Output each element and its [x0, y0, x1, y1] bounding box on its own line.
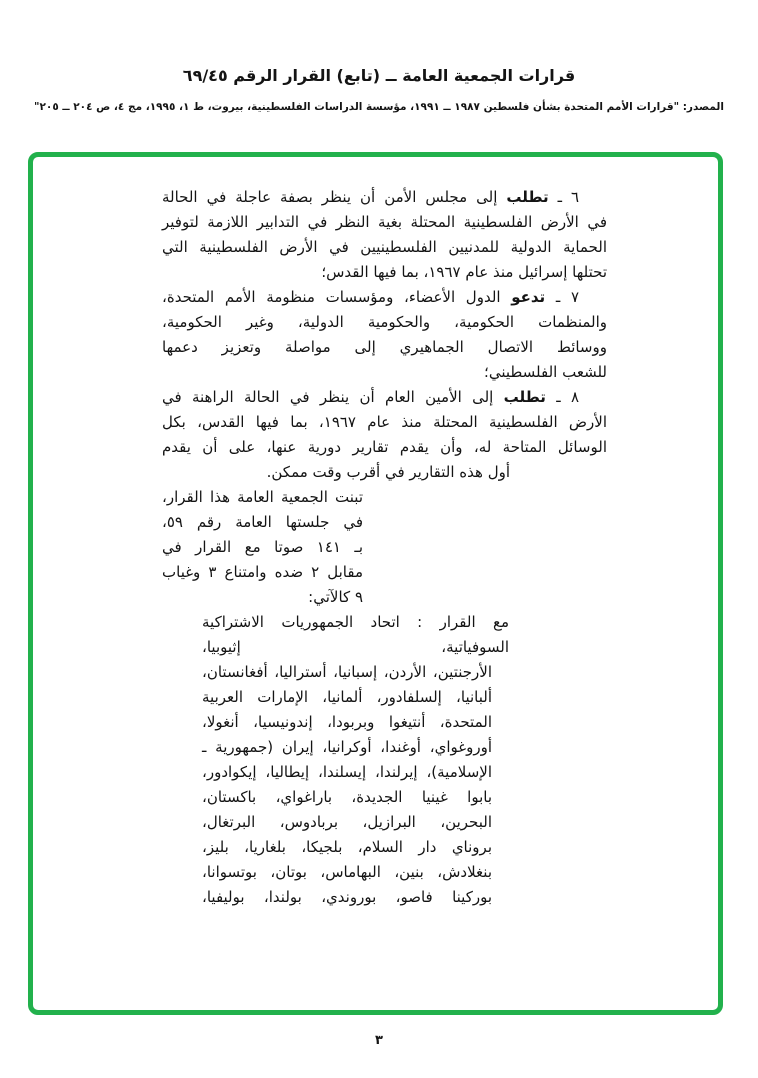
note-line: مقابل ٢ ضده وامتناع ٣ وغياب: [162, 563, 363, 581]
resolution-paragraph: [162, 185, 607, 285]
resolution-text: [162, 185, 607, 910]
paragraph-line: في الأرض الفلسطينية المحتلة بغية النظر في التدابير اللازمة لتوفير: [162, 213, 607, 231]
paragraph-last-line: تحتلها إسرائيل منذ عام ١٩٦٧، بما فيها القدس؛: [321, 263, 607, 281]
page-header-title: قرارات الجمعية العامة ــ (تابع) القرار الرقم ٦٩/٤٥: [182, 66, 576, 85]
operative-paragraphs: [162, 185, 607, 485]
vote-record: [162, 610, 607, 910]
vote-line: بروناي دار السلام، بلجيكا، بلغاريا، بليز،: [202, 838, 492, 856]
paragraph-text: إلى مجلس الأمن أن ينظر بصفة عاجلة في الحالة: [162, 188, 507, 206]
note-line: بـ ١٤١ صوتا مع القرار في: [162, 538, 363, 556]
vote-line: البحرين، البرازيل، بربادوس، البرتغال،: [202, 813, 492, 831]
paragraph-number: ٦ ـ: [548, 188, 579, 206]
operative-verb: تدعو: [511, 288, 546, 306]
paragraph-text: إلى الأمين العام أن ينظر في الحالة الراهنة في: [162, 388, 504, 406]
paragraph-line: الوسائل المتاحة له، وأن يقدم تقارير دورية عنها، على أن يقدم: [162, 438, 607, 456]
paragraph-last-line: أول هذه التقارير في أقرب وقت ممكن.: [266, 463, 510, 481]
operative-verb: تطلب: [503, 388, 546, 406]
adoption-note: [162, 485, 607, 610]
note-line: تبنت الجمعية العامة هذا القرار،: [162, 488, 363, 506]
paragraph-first-line: [162, 185, 607, 210]
note-line: في جلستها العامة رقم ٥٩،: [162, 513, 363, 531]
paragraph-number: ٧ ـ: [545, 288, 579, 306]
paragraph-text: الدول الأعضاء، ومؤسسات منظومة الأمم المتحدة،: [162, 288, 512, 306]
note-last-line: ٩ كالآتي:: [308, 588, 363, 606]
operative-verb: تطلب: [506, 188, 549, 206]
vote-line: [162, 610, 537, 660]
page-number: ٣: [375, 1033, 383, 1048]
paragraph-line: ووسائط الاتصال الجماهيري إلى مواصلة وتعزيز دعمها: [162, 338, 607, 356]
paragraph-last-line: للشعب الفلسطيني؛: [484, 363, 607, 381]
vote-line: بابوا غينيا الجديدة، باراغواي، باكستان،: [202, 788, 492, 806]
paragraph-line: الحماية الدولية للمدنيين الفلسطينيين في الأرض الفلسطينية التي: [162, 238, 607, 256]
vote-line: المتحدة، أنتيغوا وبربودا، إندونيسيا، أنغولا،: [202, 713, 492, 731]
resolution-paragraph: [162, 285, 607, 385]
paragraph-line: الأرض الفلسطينية المحتلة منذ عام ١٩٦٧، بما فيها القدس، بكل: [162, 413, 607, 431]
resolution-paragraph: [162, 385, 607, 485]
vote-line: بوركينا فاصو، بوروندي، بولندا، بوليفيا،: [202, 888, 492, 906]
vote-line: بنغلادش، بنين، البهاماس، بوتان، بوتسوانا،: [202, 863, 492, 881]
vote-line: الإسلامية)، إيرلندا، إيسلندا، إيطاليا، إيكوادور،: [202, 763, 492, 781]
vote-line: الأرجنتين، الأردن، إسبانيا، أستراليا، أفغانستان،: [202, 663, 492, 681]
vote-side-label: مع القرار :: [399, 613, 509, 631]
source-citation: المصدر: "قرارات الأمم المتحدة بشأن فلسطين ١٩٨٧ ــ ١٩٩١، مؤسسة الدراسات الفلسطينية، بيروت، ط ١، ١٩٩٥، مج ٤، ص ٢٠٤ ــ ٢٠٥": [34, 101, 724, 113]
paragraph-line: والمنظمات الحكومية، والحكومية الدولية، وغير الحكومية،: [162, 313, 607, 331]
paragraph-first-line: [162, 385, 607, 410]
paragraph-number: ٨ ـ: [545, 388, 580, 406]
paragraph-first-line: [162, 285, 607, 310]
vote-line: ألبانيا، إلسلفادور، ألمانيا، الإمارات العربية: [202, 688, 492, 706]
vote-line: أوروغواي، أوغندا، أوكرانيا، إيران (جمهورية ـ: [202, 738, 492, 756]
vote-countries: اتحاد الجمهوريات الاشتراكية السوفياتية، إثيوبيا،: [202, 613, 509, 656]
